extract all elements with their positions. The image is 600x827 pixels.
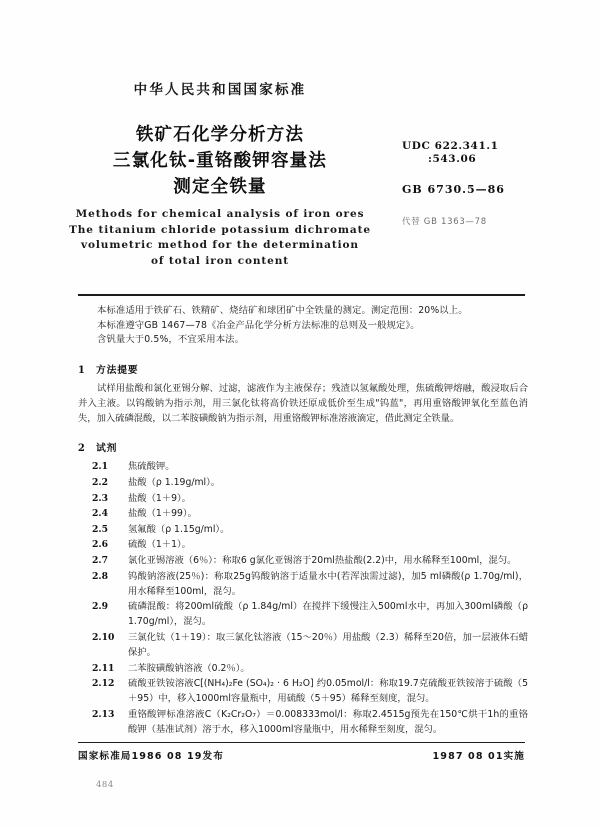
item-text: 钨酸钠溶液(25％)：称取25g钨酸钠溶于适量水中(若浑浊需过滤)，加5 ml磷酸(ρ 1.70g/ml)，用水稀释至100ml，混匀。 <box>128 570 528 597</box>
title-line-2: 三氯化钛-重铬酸钾容量法 <box>112 151 328 171</box>
item-number: 2.4 <box>92 508 108 520</box>
item-text: 盐酸（ρ 1.19g/ml）。 <box>128 476 221 488</box>
document-body <box>78 304 528 738</box>
item-text: 盐酸（1＋9）。 <box>128 492 191 504</box>
list-item <box>78 630 528 660</box>
section-1-heading <box>78 362 528 376</box>
item-text: 硫酸亚铁铵溶液C[(NH₄)₂Fe (SO₄)₂ · 6 H₂O] 约0.05mol/l：称取19.7克硫酸亚铁铵溶于硫酸（5＋95）中，移入1000ml容量瓶中，用硫酸（5＋95）稀释至刻度，混匀。 <box>128 678 528 705</box>
item-text: 硫磷混酸：将200ml硫酸（ρ 1.84g/ml）在搅拌下缓慢注入500ml水中，再加入300ml磷酸（ρ 1.70g/ml），混匀。 <box>128 601 528 628</box>
item-number: 2.5 <box>92 523 108 535</box>
list-item <box>78 522 528 537</box>
section-1-body: 试样用盐酸和氯化亚锡分解、过滤，滤液作为主液保存；残渣以氢氟酸处理，焦硫酸钾熔融，酸浸取后合并入主液。以钨酸钠为指示剂，用三氯化钛将高价铁还原成低价至生成"钨蓝"，再用重铬酸钾氧化至蓝色消失，加入硫磷混酸，以二苯胺磺酸钠为指示剂，用重铬酸钾标准溶液滴定，借此测定全铁量。 <box>78 382 528 425</box>
list-item <box>78 676 528 706</box>
udc-code-sub: :543.06 <box>428 153 477 165</box>
issue-date: 国家标准局1986 08 19发布 <box>78 751 224 762</box>
item-number: 2.3 <box>92 492 108 504</box>
item-text: 二苯胺磺酸钠溶液（0.2％）。 <box>128 662 250 674</box>
title-line-3: 测定全铁量 <box>173 177 267 197</box>
item-number: 2.6 <box>92 539 108 551</box>
replaces-note: 代替 GB 1363—78 <box>402 217 487 227</box>
standard-code-block <box>402 140 552 227</box>
section-2-title: 试剂 <box>96 443 118 455</box>
footer-divider-rule <box>78 742 525 743</box>
item-text: 焦硫酸钾。 <box>128 461 175 473</box>
scope-paragraph <box>78 304 528 348</box>
item-text: 重铬酸钾标准溶液C（K₂Cr₂O₇）＝0.008333mol/l：称取2.4515g预先在150℃烘干1h的重铬酸钾（基准试剂）溶于水，移入1000ml容量瓶中，用水稀释至刻度，混匀。 <box>128 708 528 735</box>
english-title-line-2: The titanium chloride potassium dichromate <box>69 223 371 236</box>
item-number: 2.9 <box>92 601 108 613</box>
section-1-title: 方法提要 <box>96 364 139 376</box>
item-text: 三氯化钛（1＋19）：取三氯化钛溶液（15～20％）用盐酸（2.3）稀释至20倍，加一层液体石蜡保护。 <box>128 631 528 659</box>
list-item <box>78 553 528 568</box>
document-title <box>0 122 440 200</box>
list-item <box>78 661 528 676</box>
section-1-number: 1 <box>78 364 86 376</box>
english-title-line-4: of total iron content <box>150 254 290 267</box>
item-text: 氯化亚锡溶液（6％）：称取6 g氯化亚锡溶于20ml热盐酸(2.2)中，用水稀释至100ml，混匀。 <box>128 554 517 566</box>
english-title <box>0 207 440 269</box>
list-item <box>78 506 528 521</box>
item-number: 2.11 <box>92 662 115 674</box>
item-number: 2.7 <box>92 554 108 566</box>
list-item <box>78 707 528 737</box>
page-number: 484 <box>96 780 114 790</box>
item-number: 2.1 <box>92 461 108 473</box>
section-2-heading <box>78 440 528 454</box>
reagent-list <box>78 459 528 737</box>
item-number: 2.12 <box>92 678 115 690</box>
scope-line-3: 含钒量大于0.5%，不宜采用本法。 <box>97 334 245 346</box>
item-text: 氢氟酸（ρ 1.15g/ml）。 <box>128 523 230 535</box>
item-number: 2.8 <box>92 570 108 582</box>
scope-line-1: 本标准适用于铁矿石、铁精矿、烧结矿和球团矿中全铁量的测定。测定范围：20%以上。 <box>97 305 468 316</box>
english-title-line-3: volumetric method for the determination <box>81 239 359 251</box>
section-2-number: 2 <box>78 443 86 455</box>
item-number: 2.2 <box>92 476 108 488</box>
page-footer <box>78 748 525 762</box>
list-item <box>78 459 528 474</box>
english-title-line-1: Methods for chemical analysis of iron ores <box>75 208 365 220</box>
item-text: 盐酸（1＋99）。 <box>128 508 197 520</box>
list-item <box>78 599 528 629</box>
list-item <box>78 475 528 490</box>
standard-organization-heading: 中华人民共和国国家标准 <box>133 82 307 98</box>
scope-line-2: 本标准遵守GB 1467—78《冶金产品化学分析方法标准的总则及一般规定》。 <box>97 319 420 331</box>
header-divider-rule <box>78 294 525 296</box>
item-number: 2.10 <box>92 631 115 643</box>
list-item <box>78 491 528 506</box>
gb-standard-number: GB 6730.5—86 <box>402 183 505 196</box>
item-text: 硫酸（1＋1）。 <box>128 539 191 551</box>
effective-date: 1987 08 01实施 <box>432 751 525 762</box>
item-number: 2.13 <box>92 708 115 720</box>
list-item <box>78 537 528 552</box>
title-line-1: 铁矿石化学分析方法 <box>135 125 305 145</box>
udc-code: UDC 622.341.1 <box>402 140 499 152</box>
list-item <box>78 569 528 599</box>
